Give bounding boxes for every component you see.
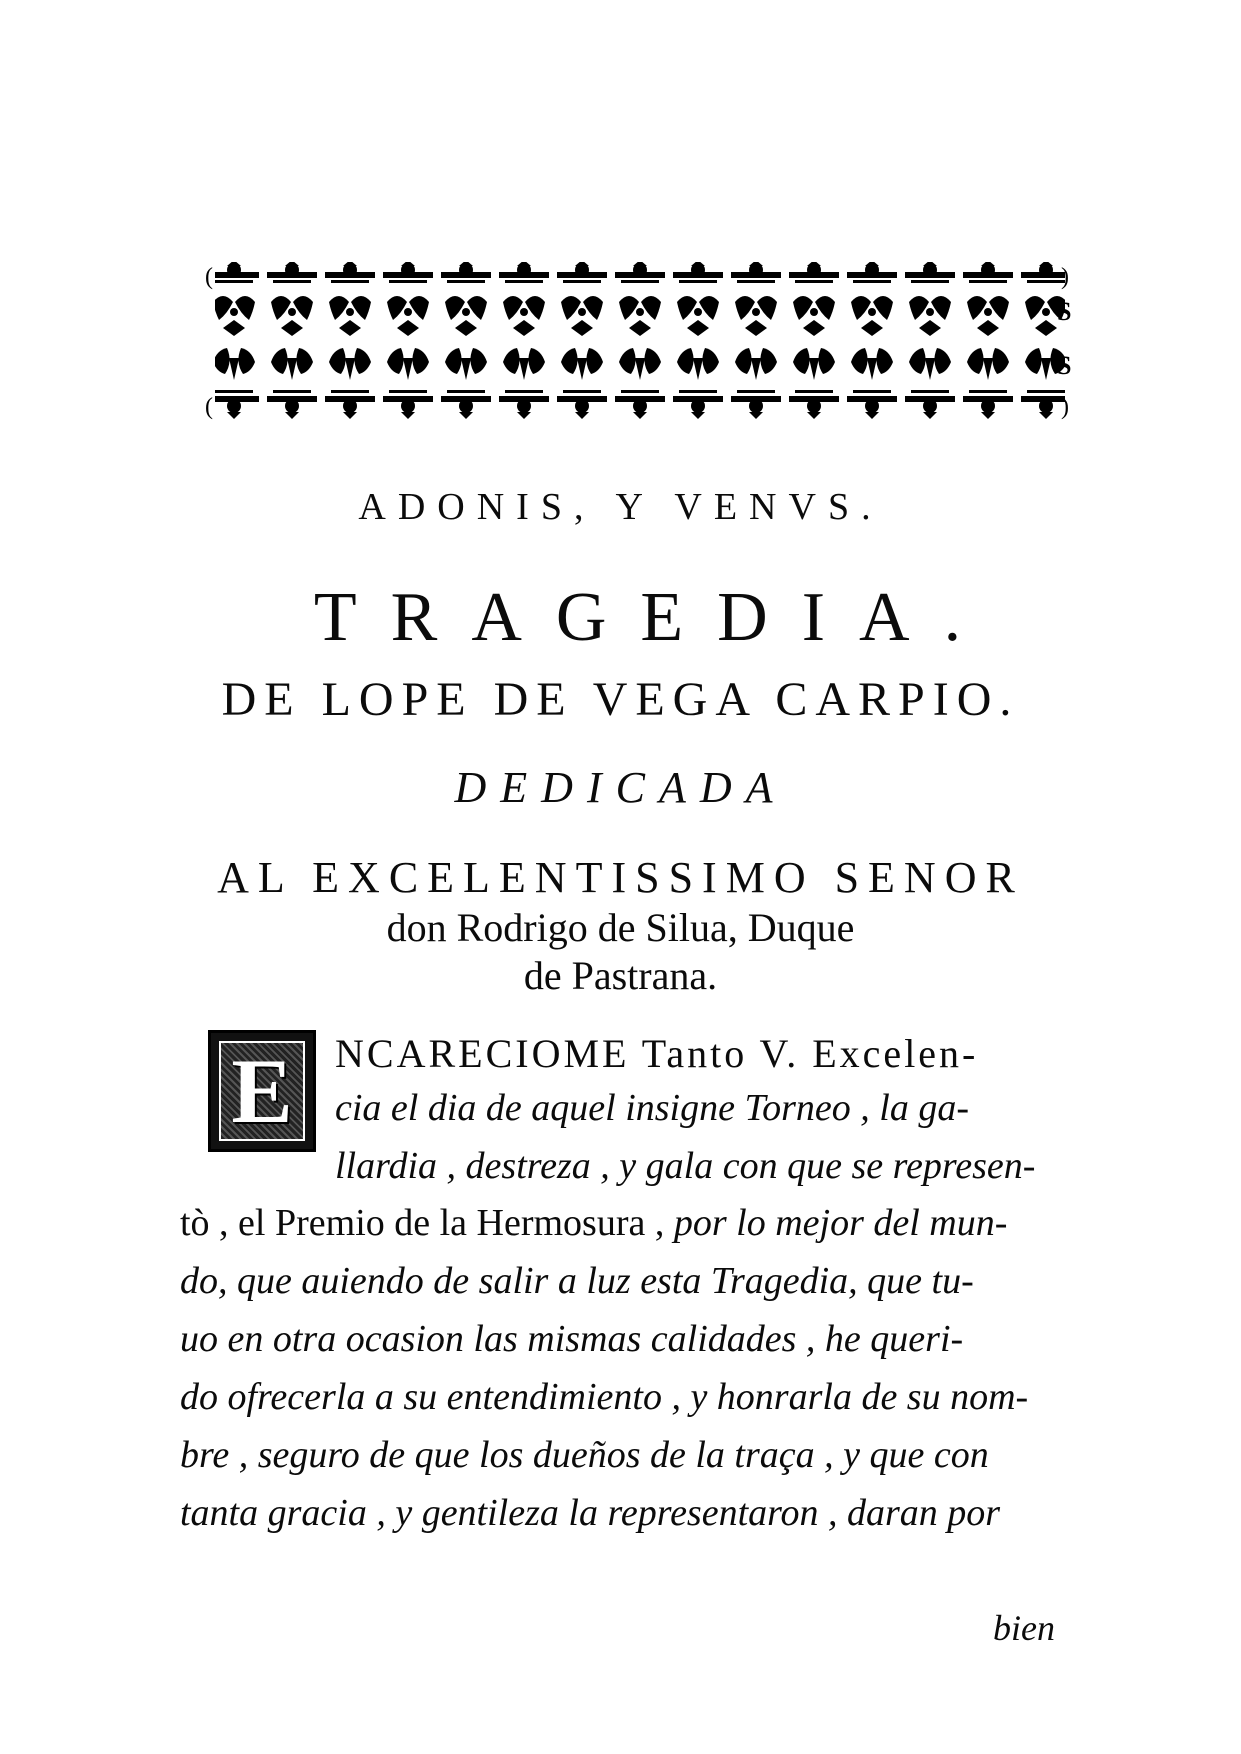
body-line-8: bre , seguro de que los dueños de la traça , y que con xyxy=(180,1434,989,1476)
svg-text:): ) xyxy=(1061,264,1069,290)
svg-text:(: ( xyxy=(205,264,213,290)
body-line-4 xyxy=(180,1201,1007,1245)
dedication-heading: DEDICADA xyxy=(454,763,787,812)
drop-cap-letter: E xyxy=(231,1040,293,1142)
body-line-7: do ofrecerla a su entendimiento , y honrarla de su nom- xyxy=(180,1376,1029,1418)
svg-text:): ) xyxy=(1061,394,1069,420)
body-line-6: uo en otra ocasion las mismas calidades , he queri- xyxy=(180,1318,964,1360)
dedicatee-title: AL EXCELENTISSIMO SENOR xyxy=(217,853,1024,902)
dedicatee-place: de Pastrana. xyxy=(523,953,718,998)
body-line-1: NCARECIOME Tanto V. Excelen- xyxy=(335,1031,979,1076)
decorative-headpiece xyxy=(205,262,1075,420)
body-line-3: llardia , destreza , y gala con que se represen- xyxy=(335,1145,1036,1187)
genre-heading: TRAGEDIA. xyxy=(313,579,996,656)
body-line-2: cia el dia de aquel insigne Torneo , la ga- xyxy=(335,1087,969,1129)
ornament-band-icon xyxy=(205,262,1075,420)
dedicatee-name: don Rodrigo de Silua, Duque xyxy=(386,905,855,950)
svg-text:(: ( xyxy=(205,394,213,420)
body-line-4-italic: por lo mejor del mun- xyxy=(673,1202,1008,1244)
author-line: DE LOPE DE VEGA CARPIO. xyxy=(221,673,1020,726)
body-line-5: do, que auiendo de salir a luz esta Tragedia, que tu- xyxy=(180,1260,974,1302)
body-line-4-roman: tò , el Premio de la Hermosura , xyxy=(180,1202,674,1244)
body-line-9: tanta gracia , y gentileza la representaron , daran por xyxy=(180,1492,1001,1534)
catchword: bien xyxy=(993,1608,1055,1648)
play-title: ADONIS, Y VENVS. xyxy=(358,486,883,528)
svg-text:S: S xyxy=(1057,297,1072,326)
drop-cap-initial xyxy=(208,1030,316,1152)
svg-text:S: S xyxy=(1057,351,1072,380)
